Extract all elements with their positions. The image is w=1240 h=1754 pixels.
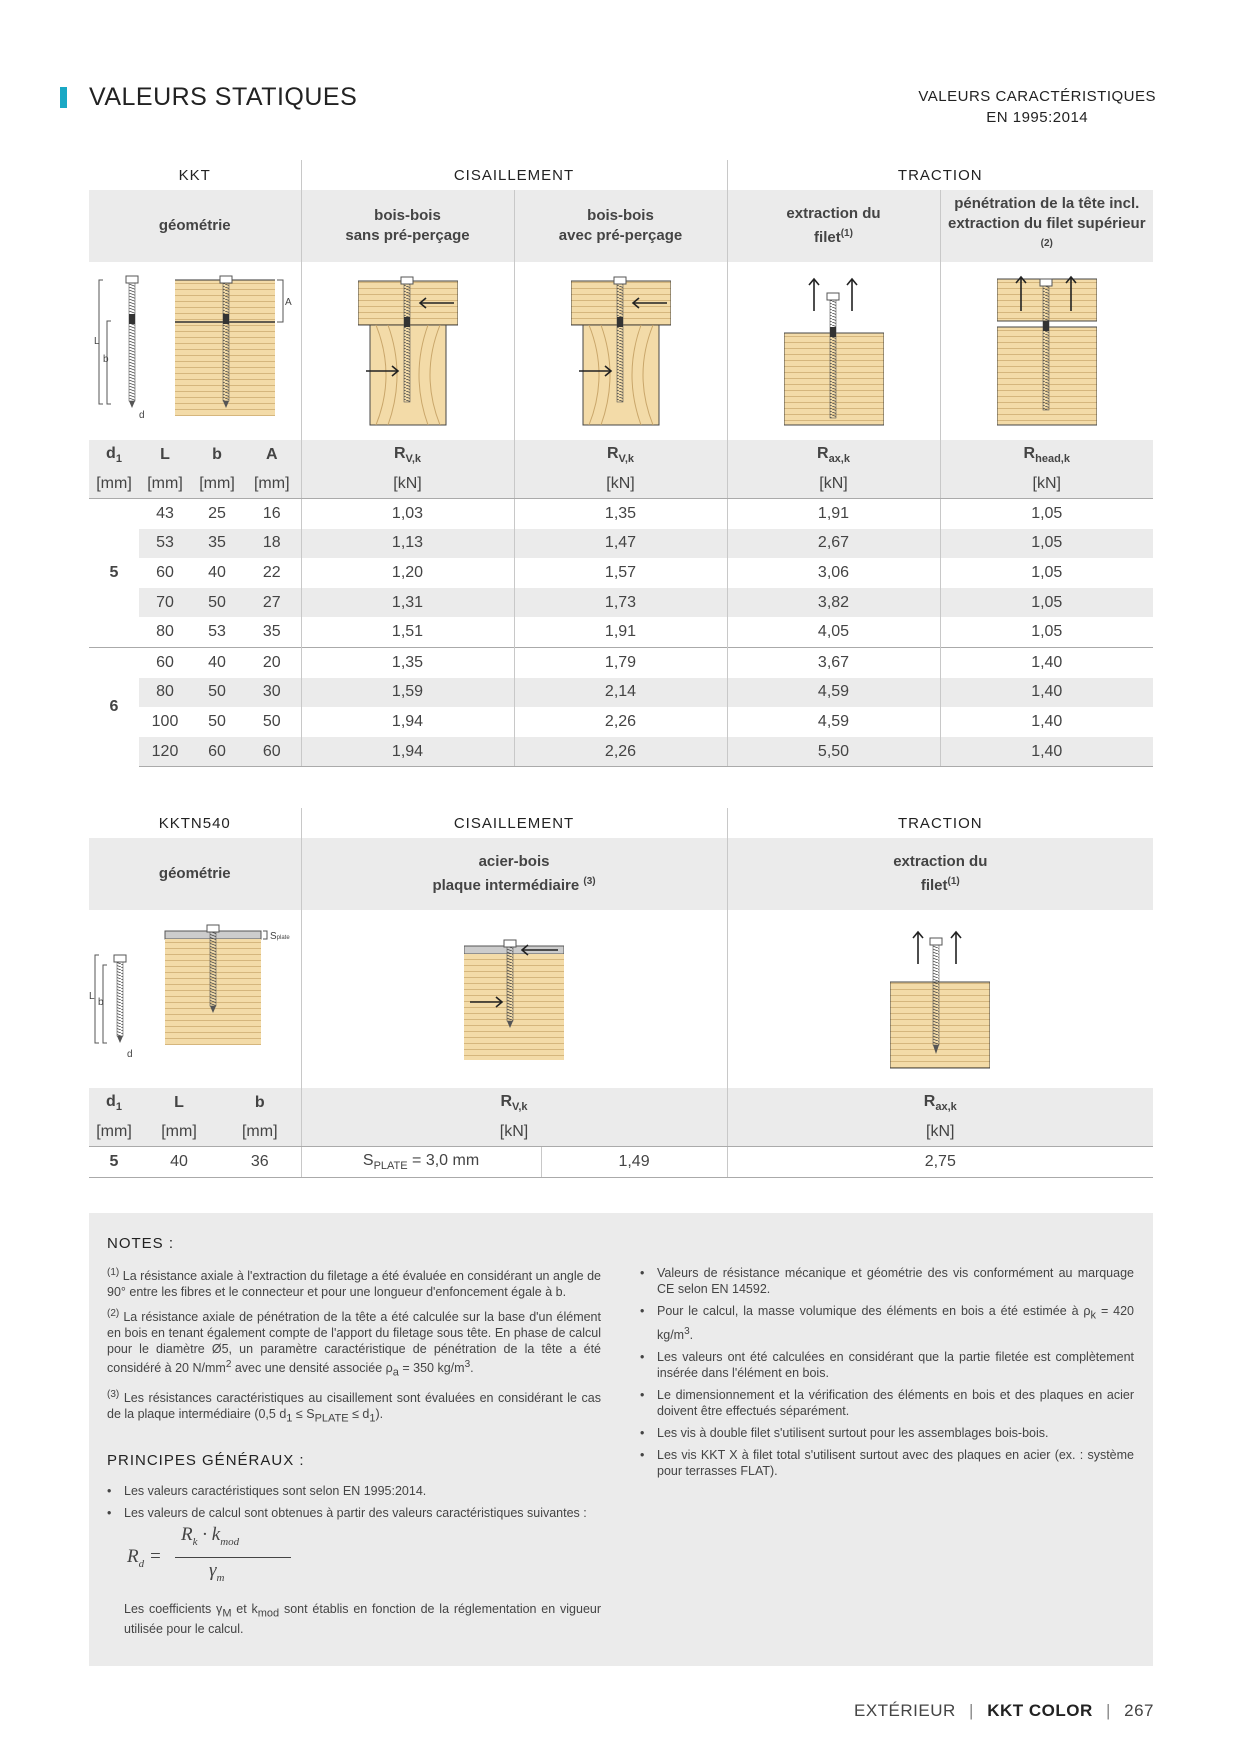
header-wood-wood-predrill: bois-bois avec pré-perçage: [514, 190, 727, 262]
sym-L: L: [139, 440, 191, 470]
label-b-2: b: [98, 997, 104, 1008]
cell-value: 27: [243, 588, 301, 618]
note-2: $^{(2)}$ La résistance axiale de pénétration de la tête a été calculée sur la base d'un élément en bois en tenant également compte de l'apport du filetage sous tête. En phase de calcul pour le diamètre Ø5, un paramètre caractéristique de pénétration de la tête a été considéré à 20 $N/mm^2$ avec une densité associée $\rho_a = 350$ $kg/m^3$.: [107, 1308, 601, 1379]
list-item: • Les vis à double filet s'utilisent surtout pour les assemblages bois-bois.: [640, 1425, 1134, 1441]
cell-value: 60: [139, 647, 191, 677]
diagram-head-pull-through: [940, 262, 1153, 440]
cell-value: 1,05: [940, 617, 1153, 647]
cell-value: 1,91: [727, 499, 940, 529]
cell-value: 35: [191, 529, 243, 559]
cell-b: 36: [219, 1147, 301, 1178]
kkt-values-table: [89, 160, 1153, 767]
kkt-values-body: [89, 499, 1153, 767]
table-row: [89, 617, 1153, 647]
list-item: • Les valeurs de calcul sont obtenues à partir des valeurs caractéristiques suivantes :: [107, 1505, 601, 1521]
kktn540-values-table: [89, 808, 1153, 1178]
cell-value: 20: [243, 647, 301, 677]
unit-L-2: [mm]: [139, 1118, 219, 1147]
notes-title: NOTES :: [107, 1235, 175, 1252]
note-3: $^{(3)}$ Les résistances caractéristiques au cisaillement sont évaluées en considérant le cas de la plaque intermédiaire (0,5 $d_1 \le S_{PLATE} \le d_1$).: [107, 1388, 601, 1425]
list-item: • Les vis KKT X à filet total s'utilisent surtout avec des plaques en acier (ex. : système pour terrasses FLAT).: [640, 1447, 1134, 1479]
cell-value: 3,67: [727, 647, 940, 677]
cell-value: 3,06: [727, 558, 940, 588]
cell-value: 1,40: [940, 737, 1153, 767]
cell-value: 80: [139, 678, 191, 708]
cell-splate: $S_{PLATE} = 3,0$ mm: [301, 1147, 541, 1178]
footer-section: EXTÉRIEUR: [854, 1701, 956, 1720]
design-formula: $R_d$ = $R_k \cdot k_{mod}$ $\gamma_m$: [127, 1527, 601, 1593]
cell-value: 40: [191, 647, 243, 677]
footer-separator: |: [969, 1701, 974, 1720]
unit-d1-2: [mm]: [89, 1118, 139, 1147]
cell-d1: 5: [109, 563, 119, 581]
notes-box: [89, 1213, 1153, 1666]
table-row: [89, 1147, 1153, 1178]
remarks-list: [640, 1265, 1134, 1479]
cell-value: 2,67: [727, 529, 940, 559]
traction-heading-2: TRACTION: [727, 808, 1153, 838]
label-d1-2: d: [127, 1049, 133, 1060]
list-item: • Pour le calcul, la masse volumique des éléments en bois a été estimée à $\rho_k = 420$ $kg/m^3$.: [640, 1303, 1134, 1343]
sym-d1: $d_1$: [89, 440, 139, 470]
table-row: [89, 737, 1153, 767]
unit-A: [mm]: [243, 470, 301, 499]
cell-value: 40: [208, 563, 226, 581]
notes-left-column: [107, 1265, 601, 1643]
notes-right-column: [640, 1265, 1134, 1485]
cell-value: 35: [262, 623, 281, 641]
diagram-thread-withdrawal: [727, 262, 940, 440]
header-wood-wood-no-predrill: bois-bois sans pré-perçage: [301, 190, 514, 262]
list-item: • Les valeurs caractéristiques sont selon EN 1995:2014.: [107, 1483, 601, 1499]
geometry-diagram-2: [89, 910, 301, 1088]
note-1: $^{(1)}$ La résistance axiale à l'extraction du filetage a été évaluée en considérant un angle de 90° entre les fibres et le connecteur et pour une longueur d'enfoncement égale à b.: [107, 1267, 601, 1300]
diagram-thread-withdrawal-2: [727, 910, 1153, 1088]
label-d1: d: [139, 410, 145, 421]
cell-value: 1,79: [514, 647, 727, 677]
title-accent-bar: [60, 87, 67, 108]
unit-rv-p: [kN]: [514, 470, 727, 499]
geometry-header-2: géométrie: [89, 838, 301, 910]
coefficients-note: Les coefficients $\gamma_M$ et $k_{mod}$ sont établis en fonction de la réglementation en vigueur utilisée pour le calcul.: [124, 1601, 602, 1637]
cell-value: 80: [156, 623, 174, 641]
table-row: [89, 499, 1153, 529]
cell-value: 1,94: [301, 707, 514, 737]
cell-value: 1,35: [301, 647, 514, 677]
cell-value: 1,40: [940, 678, 1153, 708]
cell-value: 100: [151, 712, 179, 730]
unit-L: [mm]: [139, 470, 191, 499]
table-row: [89, 707, 1153, 737]
label-A: A: [285, 297, 292, 308]
standard-line1: VALEURS CARACTÉRISTIQUES: [918, 88, 1156, 105]
cell-value: 1,59: [301, 678, 514, 708]
cell-value: 1,94: [301, 737, 514, 767]
product-name: KKT: [178, 166, 211, 184]
cell-value: 1,40: [940, 707, 1153, 737]
sym-d1-2: $d_1$: [89, 1088, 139, 1118]
cell-value: 1,05: [940, 588, 1153, 618]
table-row: [89, 678, 1153, 708]
list-item: • Valeurs de résistance mécanique et géométrie des vis conformément au marquage CE selon EN 14592.: [640, 1265, 1134, 1297]
list-item: • Les valeurs ont été calculées en considérant que la partie filetée est complètement insérée dans l'élément en bois.: [640, 1349, 1134, 1381]
sym-rhead: $R_{head,k}$: [940, 440, 1153, 470]
table-row: [89, 529, 1153, 559]
unit-rv-2: [kN]: [301, 1118, 727, 1147]
header-thread-withdrawal: extraction du filet$^{(1)}$: [727, 190, 940, 262]
cell-value: 30: [243, 678, 301, 708]
sym-rv-p: $R_{V,k}$: [514, 440, 727, 470]
cell-rax: 2,75: [727, 1147, 1153, 1178]
principles-list: [107, 1483, 601, 1521]
cell-L: 40: [139, 1147, 219, 1178]
cell-d1: 5: [89, 1147, 139, 1178]
cell-value: 18: [243, 529, 301, 559]
sym-b: b: [191, 440, 243, 470]
principles-title: PRINCIPES GÉNÉRAUX :: [107, 1451, 305, 1469]
sym-rv-2: $R_{V,k}$: [301, 1088, 727, 1118]
cell-value: 22: [262, 563, 281, 581]
label-b: b: [103, 354, 109, 365]
header-thread-withdrawal-2: extraction du filet$^{(1)}$: [727, 838, 1153, 910]
cell-value: 50: [191, 678, 243, 708]
geometry-header: géométrie: [89, 190, 301, 262]
cell-value: 43: [156, 504, 174, 522]
cell-value: 1,05: [940, 499, 1153, 529]
label-splate: Splate: [270, 931, 290, 942]
sym-A: A: [243, 440, 301, 470]
table-row: [89, 588, 1153, 618]
sym-rv-np: $R_{V,k}$: [301, 440, 514, 470]
diagram-wood-wood-no-predrill: [301, 262, 514, 440]
unit-rax: [kN]: [727, 470, 940, 499]
page-title: VALEURS STATIQUES: [89, 83, 358, 111]
cell-d1: 6: [89, 647, 139, 766]
table-row: [89, 647, 1153, 677]
cell-value: 60: [191, 737, 243, 767]
header-head-pull-through: pénétration de la tête incl. extraction du filet supérieur $^{(2)}$: [940, 190, 1153, 262]
cell-value: 4,59: [727, 678, 940, 708]
cell-value: 1,91: [514, 617, 727, 647]
diagram-steel-wood: [301, 910, 727, 1088]
cell-value: 1,40: [940, 647, 1153, 677]
unit-d1: [mm]: [89, 470, 139, 499]
sym-L-2: L: [139, 1088, 219, 1118]
sym-rax: $R_{ax,k}$: [727, 440, 940, 470]
unit-rhead: [kN]: [940, 470, 1153, 499]
cell-value: 53: [208, 623, 226, 641]
cell-value: 1,05: [940, 529, 1153, 559]
geometry-diagram: [89, 262, 301, 440]
cell-value: 1,05: [940, 558, 1153, 588]
cell-value: 1,20: [301, 558, 514, 588]
unit-rv-np: [kN]: [301, 470, 514, 499]
page-number: 267: [1124, 1701, 1154, 1720]
cell-rv: 1,49: [541, 1147, 727, 1178]
sym-rax-2: $R_{ax,k}$: [727, 1088, 1153, 1118]
label-L: L: [94, 336, 100, 347]
cell-value: 2,26: [514, 737, 727, 767]
standard-line2: EN 1995:2014: [986, 109, 1089, 126]
cell-value: 1,47: [514, 529, 727, 559]
cell-value: 120: [139, 737, 191, 767]
cell-value: 3,82: [727, 588, 940, 618]
unit-b: [mm]: [191, 470, 243, 499]
label-L-2: L: [89, 991, 95, 1002]
cell-value: 50: [191, 588, 243, 618]
unit-b-2: [mm]: [219, 1118, 301, 1147]
product-name-2: KKTN540: [158, 814, 231, 832]
footer-product: KKT COLOR: [987, 1701, 1093, 1720]
cell-value: 25: [208, 504, 226, 522]
header-steel-wood: acier-bois plaque intermédiaire $^{(3)}$: [301, 838, 727, 910]
cell-value: 2,26: [514, 707, 727, 737]
sym-b-2: b: [219, 1088, 301, 1118]
diagram-wood-wood-predrill: [514, 262, 727, 440]
cell-value: 50: [262, 712, 281, 730]
cell-value: 1,03: [301, 499, 514, 529]
cell-value: 60: [156, 563, 174, 581]
cell-value: 70: [139, 588, 191, 618]
cell-value: 2,14: [514, 678, 727, 708]
cell-value: 60: [243, 737, 301, 767]
cell-value: 5,50: [727, 737, 940, 767]
cell-value: 50: [208, 712, 226, 730]
list-item: • Le dimensionnement et la vérification des éléments en bois et des plaques en acier doivent être effectués séparément.: [640, 1387, 1134, 1419]
table-row: [89, 558, 1153, 588]
shear-heading: CISAILLEMENT: [301, 160, 727, 190]
page-footer: [854, 1701, 1154, 1721]
cell-value: 53: [139, 529, 191, 559]
cell-value: 1,73: [514, 588, 727, 618]
cell-value: 4,59: [727, 707, 940, 737]
cell-value: 1,57: [514, 558, 727, 588]
cell-value: 16: [262, 504, 281, 522]
cell-value: 1,35: [514, 499, 727, 529]
cell-value: 1,51: [301, 617, 514, 647]
traction-heading: TRACTION: [727, 160, 1153, 190]
unit-rax-2: [kN]: [727, 1118, 1153, 1147]
footer-separator-2: |: [1105, 1701, 1111, 1720]
standard-reference: [918, 86, 1156, 128]
shear-heading-2: CISAILLEMENT: [301, 808, 727, 838]
cell-value: 1,31: [301, 588, 514, 618]
cell-value: 4,05: [727, 617, 940, 647]
cell-value: 1,13: [301, 529, 514, 559]
